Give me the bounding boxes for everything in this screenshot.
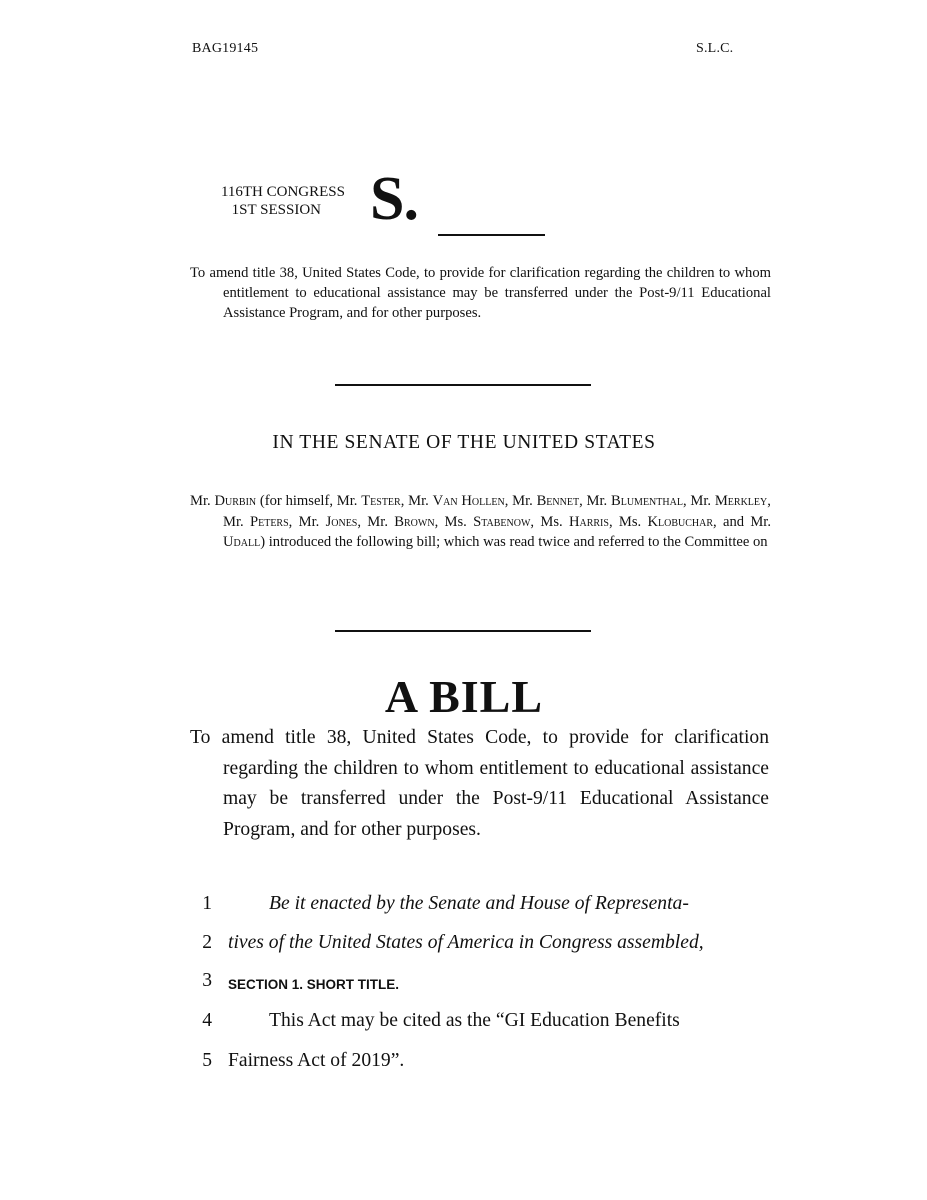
cosponsor: Blumenthal <box>610 493 683 509</box>
line-number: 4 <box>202 1010 212 1031</box>
enacting-clause: Be it enacted by the Senate and House of Representa- <box>269 893 689 914</box>
bill-line-4 <box>190 1010 738 1040</box>
bill-line-3 <box>190 970 738 1000</box>
document-id: BAG19145 <box>192 41 259 56</box>
long-title: To amend title 38, United States Code, to provide for clarification regarding the children to whom entitlement to educational assistance may be transferred under the Post-9/11 Educational Assistance Program, and for other purposes. <box>190 727 769 840</box>
bill-heading: A BILL <box>384 671 544 722</box>
cosponsor: Peters <box>249 513 289 530</box>
congress-session <box>190 183 345 219</box>
bill-number-blank <box>438 234 545 236</box>
section-heading: SECTION 1. SHORT TITLE. <box>228 977 400 992</box>
sponsors-paragraph <box>190 491 771 553</box>
cosponsor-sep: , Mr. <box>682 493 712 509</box>
session-number: 1ST SESSION <box>231 202 321 218</box>
cosponsor: Bennet <box>536 493 580 509</box>
bill-prefix: S. <box>370 165 418 233</box>
cosponsor-sep: , Ms. <box>608 513 642 530</box>
section-text: This Act may be cited as the “GI Education Benefits <box>269 1010 680 1031</box>
cosponsor: Stabenow <box>473 513 531 530</box>
cosponsor: Van Hollen <box>432 493 505 509</box>
cosponsor: Tester <box>361 493 401 509</box>
sponsor-name: Durbin <box>214 493 257 509</box>
cosponsor-sep: , Mr. <box>288 513 320 530</box>
cosponsor: Harris <box>568 513 609 530</box>
cosponsor-sep: , Ms. <box>530 513 563 530</box>
cosponsor: Jones <box>325 513 358 530</box>
divider-top <box>335 384 591 386</box>
divider-bottom <box>335 630 591 632</box>
bill-line-5 <box>190 1050 738 1080</box>
section-text: Fairness Act of 2019”. <box>228 1050 405 1071</box>
cosponsor: Brown <box>394 513 435 530</box>
line-number: 3 <box>202 970 212 991</box>
cosponsor: Udall <box>223 534 261 550</box>
chamber-heading: IN THE SENATE OF THE UNITED STATES <box>272 432 656 453</box>
cosponsor-sep: , and Mr. <box>713 513 771 530</box>
cosponsor: Klobuchar <box>647 513 714 530</box>
line-number: 5 <box>202 1050 212 1071</box>
cosponsor-sep: , Mr. <box>223 493 771 530</box>
bill-line-1 <box>190 893 738 923</box>
cosponsor-sep: , Mr. <box>400 493 429 509</box>
cosponsor: Merkley <box>714 493 768 509</box>
cosponsor-sep: , Mr. <box>357 513 388 530</box>
sponsor-tail: ) introduced the following bill; which was read twice and referred to the Committee on <box>260 534 768 550</box>
cosponsor-sep: , Ms. <box>434 513 467 530</box>
short-title: To amend title 38, United States Code, to provide for clarification regarding the children to whom entitlement to educational assistance may be transferred under the Post-9/11 Educational Assistance Program, and for other purposes. <box>190 265 771 321</box>
enacting-clause: tives of the United States of America in Congress assembled, <box>228 932 704 953</box>
sponsor-title: Mr. <box>190 493 211 509</box>
bill-line-2 <box>190 932 738 962</box>
line-number: 2 <box>202 932 212 953</box>
office-code: S.L.C. <box>696 41 734 56</box>
line-number: 1 <box>202 893 212 914</box>
cosponsor-sep: , Mr. <box>579 493 608 509</box>
congress-number: 116TH CONGRESS <box>220 184 345 200</box>
cosponsor-sep: , Mr. <box>504 493 533 509</box>
sponsor-text: (for himself, Mr. <box>259 493 358 509</box>
